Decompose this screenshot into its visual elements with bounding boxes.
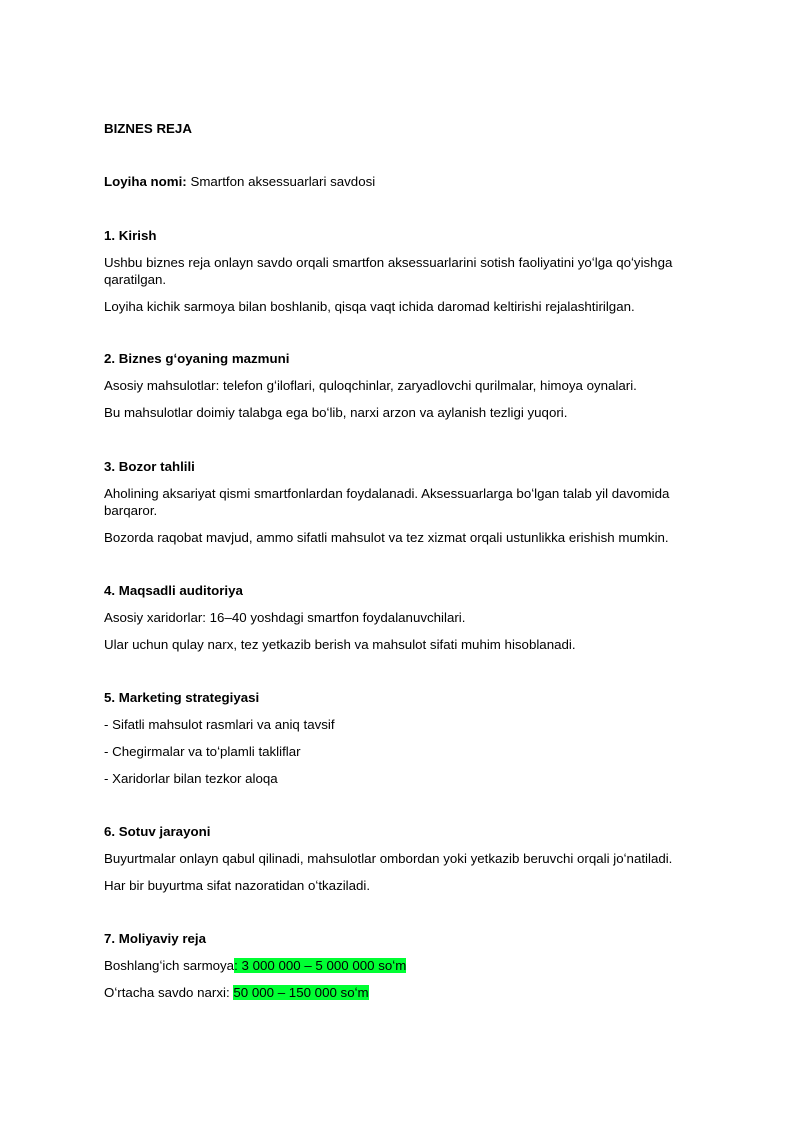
paragraph: Ushbu biznes reja onlayn savdo orqali smartfon aksessuarlarini sotish faoliyatini yoʻlga qoʻyishga qaratilgan.	[104, 255, 673, 287]
section-sotuv-jarayoni	[104, 823, 694, 894]
paragraph: Asosiy mahsulotlar: telefon gʻiloflari, quloqchinlar, zaryadlovchi qurilmalar, himoya oynalari.	[104, 378, 637, 393]
section-heading: 1. Kirish	[104, 228, 157, 243]
project-name-line	[104, 173, 375, 190]
initial-investment-line	[104, 957, 694, 974]
section-biznes-goya	[104, 350, 694, 421]
paragraph: Aholining aksariyat qismi smartfonlardan foydalanadi. Aksessuarlarga boʻlgan talab yil davomida barqaror.	[104, 486, 670, 518]
average-price-value: 50 000 – 150 000 soʻm	[233, 985, 369, 1000]
document-title: BIZNES REJA	[104, 121, 192, 136]
section-heading: 7. Moliyaviy reja	[104, 931, 206, 946]
section-heading: 2. Biznes gʻoyaning mazmuni	[104, 351, 290, 366]
section-heading: 5. Marketing strategiyasi	[104, 690, 260, 705]
paragraph: Buyurtmalar onlayn qabul qilinadi, mahsulotlar ombordan yoki yetkazib beruvchi orqali joʻnatiladi.	[104, 851, 673, 866]
list-item: - Chegirmalar va toʻplamli takliflar	[104, 744, 301, 759]
section-heading: 4. Maqsadli auditoriya	[104, 583, 243, 598]
section-heading: 3. Bozor tahlili	[104, 459, 195, 474]
section-maqsadli-auditoriya	[104, 582, 694, 653]
initial-investment-label: Boshlangʻich sarmoya	[104, 958, 235, 973]
project-name: Smartfon aksessuarlari savdosi	[186, 174, 376, 189]
list-item: - Xaridorlar bilan tezkor aloqa	[104, 771, 278, 786]
project-label: Loyiha nomi:	[104, 174, 187, 189]
initial-investment-value: : 3 000 000 – 5 000 000 soʻm	[234, 958, 407, 973]
average-price-label: Oʻrtacha savdo narxi:	[104, 985, 234, 1000]
paragraph: Har bir buyurtma sifat nazoratidan oʻtkaziladi.	[104, 878, 371, 893]
section-moliyaviy-reja	[104, 930, 694, 1001]
section-marketing	[104, 689, 694, 787]
section-heading: 6. Sotuv jarayoni	[104, 824, 211, 839]
section-kirish	[104, 227, 694, 315]
paragraph: Bu mahsulotlar doimiy talabga ega boʻlib, narxi arzon va aylanish tezligi yuqori.	[104, 405, 568, 420]
average-price-line	[104, 984, 694, 1001]
section-bozor-tahlili	[104, 458, 694, 546]
paragraph: Asosiy xaridorlar: 16–40 yoshdagi smartfon foydalanuvchilari.	[104, 610, 466, 625]
paragraph: Ular uchun qulay narx, tez yetkazib berish va mahsulot sifati muhim hisoblanadi.	[104, 637, 576, 652]
paragraph: Loyiha kichik sarmoya bilan boshlanib, qisqa vaqt ichida daromad keltirishi rejalashtirilgan.	[104, 299, 635, 314]
paragraph: Bozorda raqobat mavjud, ammo sifatli mahsulot va tez xizmat orqali ustunlikka erishish mumkin.	[104, 530, 669, 545]
list-item: - Sifatli mahsulot rasmlari va aniq tavsif	[104, 717, 335, 732]
